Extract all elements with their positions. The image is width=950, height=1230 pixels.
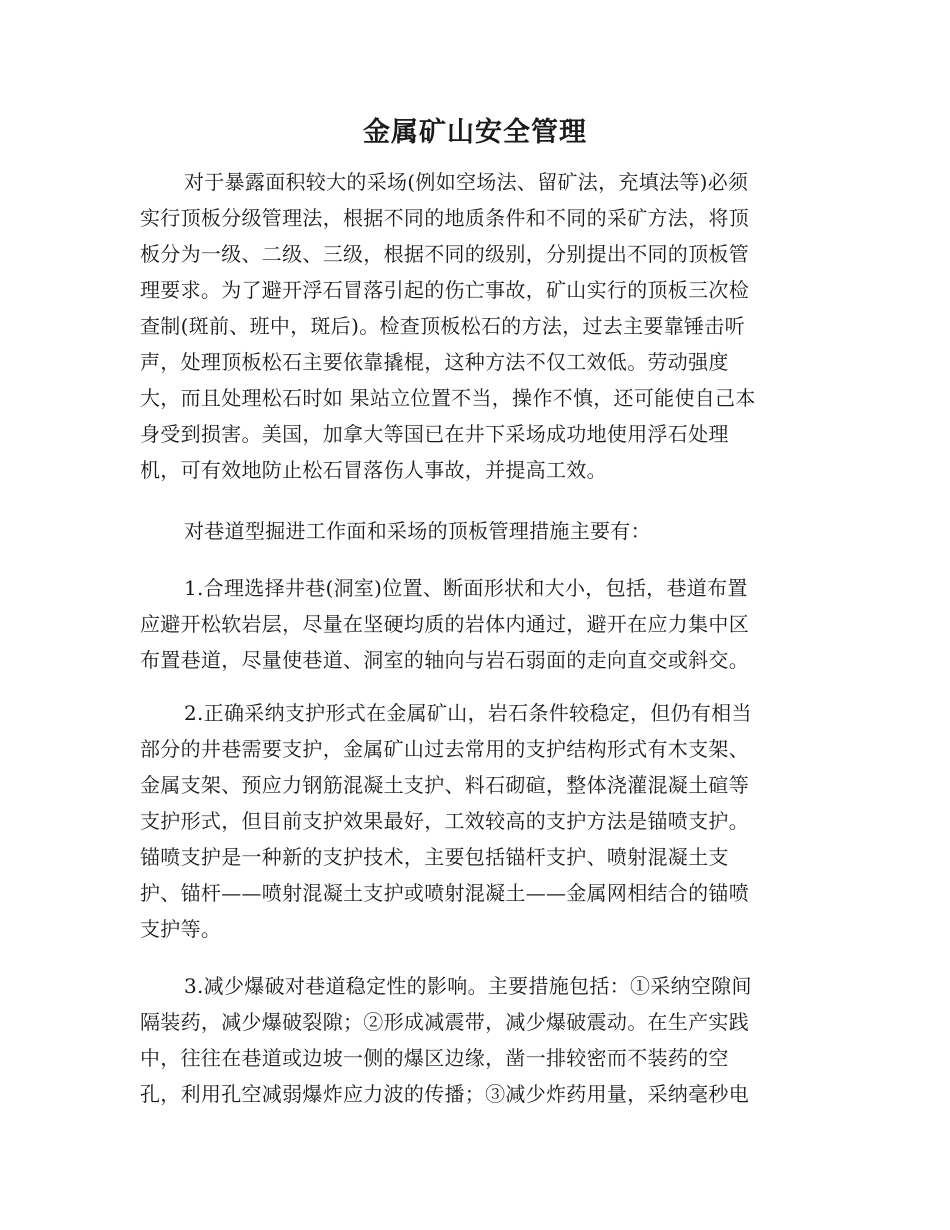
document-title: 金属矿山安全管理 (363, 117, 587, 148)
paragraph-line: 对于暴露面积较大的采场(例如空场法、留矿法，充填法等)必须 (184, 170, 749, 194)
paragraph-line: 对巷道型掘进工作面和采场的顶板管理措施主要有： (184, 519, 651, 543)
paragraph-line: 护、锚杆——喷射混凝土支护或喷射混凝土——金属网相结合的锚喷 (140, 881, 749, 905)
paragraph-line: 锚喷支护是一种新的支护技术，主要包括锚杆支护、喷射混凝土支 (140, 845, 729, 869)
paragraph-line: 大，而且处理松石时如 果站立位置不当，操作不慎，还可能使自己本 (140, 386, 756, 410)
paragraph-line: 中，往往在巷道或边坡一侧的爆区边缘，凿一排较密而不装药的空 (140, 1046, 729, 1070)
paragraph-line: 声，处理顶板松石主要依靠撬棍，这种方法不仅工效低。劳动强度 (140, 350, 729, 374)
paragraph-measure-3 (140, 968, 810, 1112)
paragraph-measure-2 (140, 695, 810, 947)
paragraph-line: 3.减少爆破对巷道稳定性的影响。主要措施包括：①采纳空隙间 (184, 974, 752, 998)
paragraph-line: 理要求。为了避开浮石冒落引起的伤亡事故，矿山实行的顶板三次检 (140, 278, 749, 302)
paragraph-line: 1.合理选择井巷(洞室)位置、断面形状和大小，包括，巷道布置 (184, 576, 748, 600)
paragraph-line: 孔，利用孔空减弱爆炸应力波的传播；③减少炸药用量，采纳毫秒电 (140, 1082, 749, 1106)
paragraph-line: 支护形式，但目前支护效果最好，工效较高的支护方法是锚喷支护。 (140, 809, 749, 833)
paragraph-line: 部分的井巷需要支护，金属矿山过去常用的支护结构形式有木支架、 (140, 737, 749, 761)
paragraph-line: 查制(斑前、班中，斑后)。检查顶板松石的方法，过去主要靠锤击听 (140, 314, 745, 338)
paragraph-line: 隔装药，减少爆破裂隙；②形成减震带，减少爆破震动。在生产实践 (140, 1010, 749, 1034)
paragraph-line: 实行顶板分级管理法，根据不同的地质条件和不同的采矿方法，将顶 (140, 206, 749, 230)
paragraph-line: 金属支架、预应力钢筋混凝土支护、料石砌碹，整体浇灌混凝土碹等 (140, 773, 749, 797)
paragraph-measures-lead (140, 513, 810, 549)
paragraph-line: 布置巷道，尽量使巷道、洞室的轴向与岩石弱面的走向直交或斜交。 (140, 648, 749, 672)
paragraph-line: 应避开松软岩层，尽量在坚硬均质的岩体内通过，避开在应力集中区 (140, 612, 749, 636)
paragraph-line: 板分为一级、二级、三级，根据不同的级别，分别提出不同的顶板管 (140, 242, 749, 266)
paragraph-line: 身受到损害。美国，加拿大等国已在井下采场成功地使用浮石处理 (140, 422, 729, 446)
paragraph-measure-1 (140, 570, 810, 678)
paragraph-line: 2.正确采纳支护形式在金属矿山，岩石条件较稳定，但仍有相当 (184, 701, 752, 725)
paragraph-intro (140, 164, 810, 488)
paragraph-line: 支护等。 (140, 917, 222, 941)
paragraph-line: 机，可有效地防止松石冒落伤人事故，并提高工效。 (140, 458, 607, 482)
